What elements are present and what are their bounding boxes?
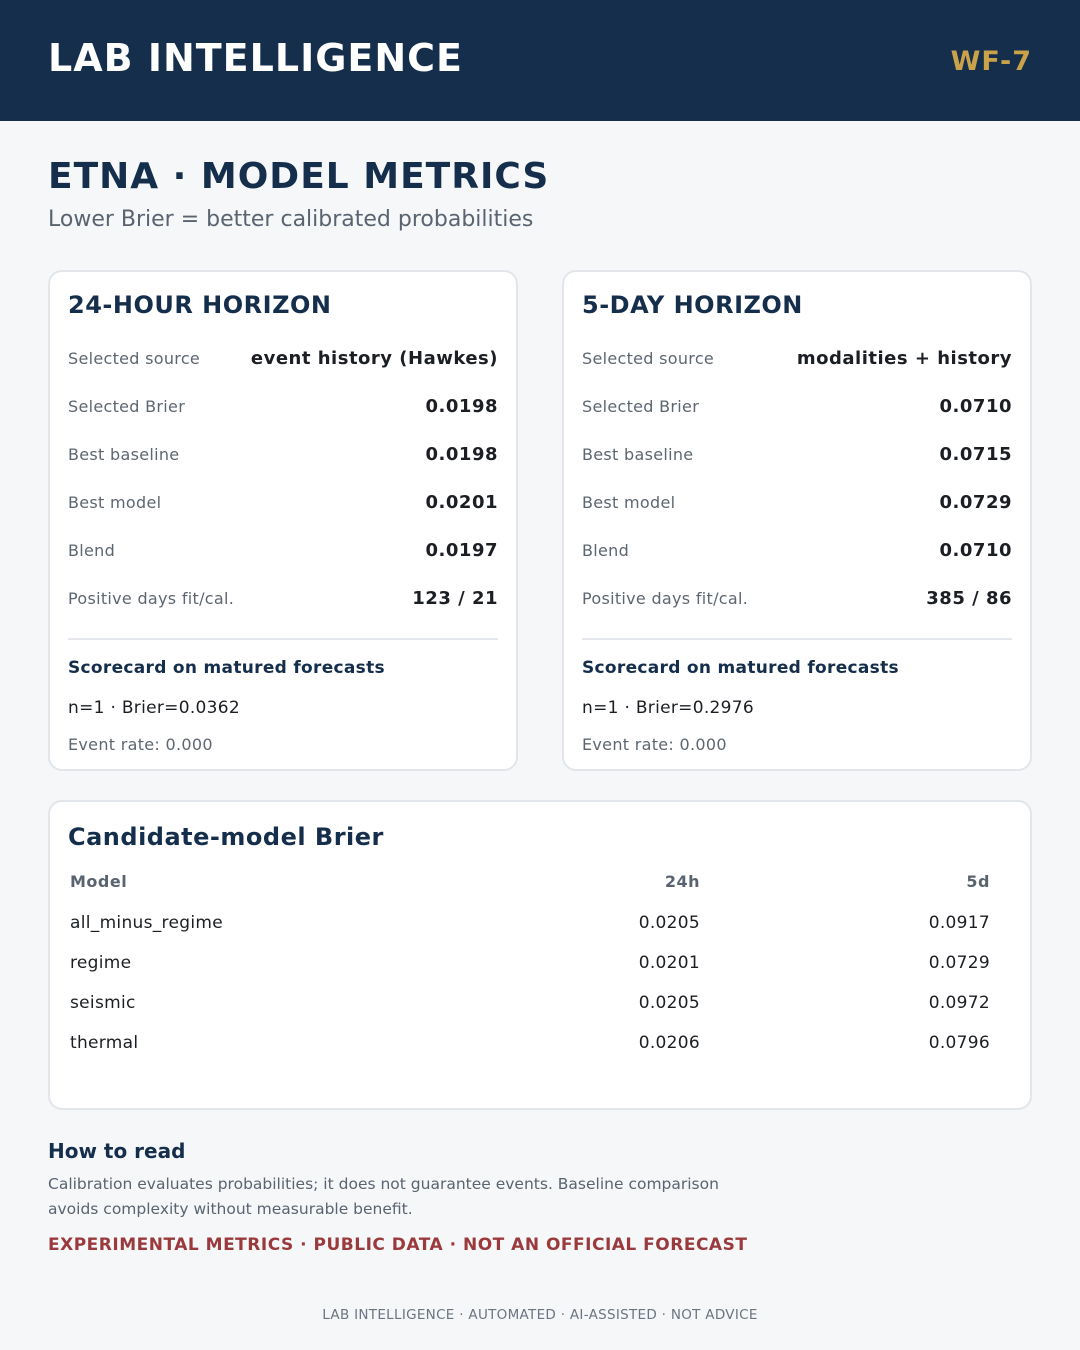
top-bar <box>0 0 1080 121</box>
metric-label: Selected Brier <box>68 396 186 416</box>
metric-label: Blend <box>68 540 116 560</box>
table-cell-5d: 0.0796 <box>928 1033 990 1053</box>
metric-value: 0.0198 <box>425 443 498 465</box>
table-cell-5d: 0.0972 <box>928 993 990 1013</box>
metric-value: 0.0198 <box>425 395 498 417</box>
page-title: ETNA · MODEL METRICS <box>48 156 550 197</box>
metric-row-best-model <box>68 490 498 514</box>
metric-value: event history (Hawkes) <box>250 347 498 369</box>
table-cell-model: thermal <box>70 1033 139 1053</box>
candidate-model-card <box>48 800 1032 1110</box>
metric-row-blend <box>68 538 498 562</box>
card-title: 24-HOUR HORIZON <box>68 291 332 319</box>
metric-row-positive-days <box>582 586 1012 610</box>
metric-row-best-model <box>582 490 1012 514</box>
metric-row-selected-brier <box>582 394 1012 418</box>
metric-value: 0.0729 <box>939 491 1012 513</box>
metric-row-best-baseline <box>582 442 1012 466</box>
metric-label: Selected source <box>68 348 201 368</box>
scorecard-title: Scorecard on matured forecasts <box>582 658 899 678</box>
metric-value: 0.0710 <box>939 395 1012 417</box>
table-cell-24h: 0.0205 <box>638 913 700 933</box>
disclaimer-warning: EXPERIMENTAL METRICS · PUBLIC DATA · NOT AN OFFICIAL FORECAST <box>48 1235 748 1255</box>
report-code: WF-7 <box>950 46 1032 77</box>
metric-label: Best baseline <box>582 444 694 464</box>
metric-label: Best baseline <box>68 444 180 464</box>
metric-label: Blend <box>582 540 630 560</box>
metric-value: 385 / 86 <box>926 587 1012 609</box>
table-cell-24h: 0.0201 <box>638 953 700 973</box>
metric-row-selected-source <box>68 346 498 370</box>
horizon-card-24h <box>48 270 518 771</box>
table-cell-24h: 0.0206 <box>638 1033 700 1053</box>
metric-row-positive-days <box>68 586 498 610</box>
table-cell-5d: 0.0729 <box>928 953 990 973</box>
how-to-read-line: avoids complexity without measurable benefit. <box>48 1200 413 1218</box>
table-cell-model: all_minus_regime <box>70 913 223 933</box>
metric-row-selected-source <box>582 346 1012 370</box>
scorecard-summary: n=1 · Brier=0.2976 <box>582 698 754 718</box>
table-title: Candidate-model Brier <box>68 823 384 851</box>
card-title: 5-DAY HORIZON <box>582 291 803 319</box>
metric-label: Best model <box>582 492 676 512</box>
divider <box>68 638 498 640</box>
divider <box>582 638 1012 640</box>
metric-value: 0.0715 <box>939 443 1012 465</box>
metric-label: Positive days fit/cal. <box>68 588 235 608</box>
metric-row-blend <box>582 538 1012 562</box>
column-header-5d: 5d <box>966 872 990 891</box>
brand-title: LAB INTELLIGENCE <box>48 36 463 80</box>
column-header-24h: 24h <box>664 872 700 891</box>
metric-value: 0.0201 <box>425 491 498 513</box>
column-header-model: Model <box>70 872 128 891</box>
metric-value: modalities + history <box>796 347 1012 369</box>
metric-label: Selected Brier <box>582 396 700 416</box>
metric-row-selected-brier <box>68 394 498 418</box>
table-cell-model: regime <box>70 953 132 973</box>
table-cell-model: seismic <box>70 993 136 1013</box>
table-cell-24h: 0.0205 <box>638 993 700 1013</box>
scorecard-summary: n=1 · Brier=0.0362 <box>68 698 240 718</box>
scorecard-title: Scorecard on matured forecasts <box>68 658 385 678</box>
metric-row-best-baseline <box>68 442 498 466</box>
footer-text: LAB INTELLIGENCE · AUTOMATED · AI-ASSISTED · NOT ADVICE <box>322 1307 758 1323</box>
metric-value: 0.0197 <box>425 539 498 561</box>
scorecard-event-rate: Event rate: 0.000 <box>582 735 727 754</box>
how-to-read-line: Calibration evaluates probabilities; it does not guarantee events. Baseline comparison <box>48 1175 719 1193</box>
metric-value: 123 / 21 <box>412 587 498 609</box>
table-cell-5d: 0.0917 <box>928 913 990 933</box>
metric-label: Best model <box>68 492 162 512</box>
horizon-card-5d <box>562 270 1032 771</box>
how-to-read-text <box>48 1172 768 1222</box>
how-to-read-heading: How to read <box>48 1139 186 1163</box>
page-subtitle: Lower Brier = better calibrated probabilities <box>48 207 534 232</box>
metric-label: Selected source <box>582 348 715 368</box>
metric-label: Positive days fit/cal. <box>582 588 749 608</box>
scorecard-event-rate: Event rate: 0.000 <box>68 735 213 754</box>
metric-value: 0.0710 <box>939 539 1012 561</box>
